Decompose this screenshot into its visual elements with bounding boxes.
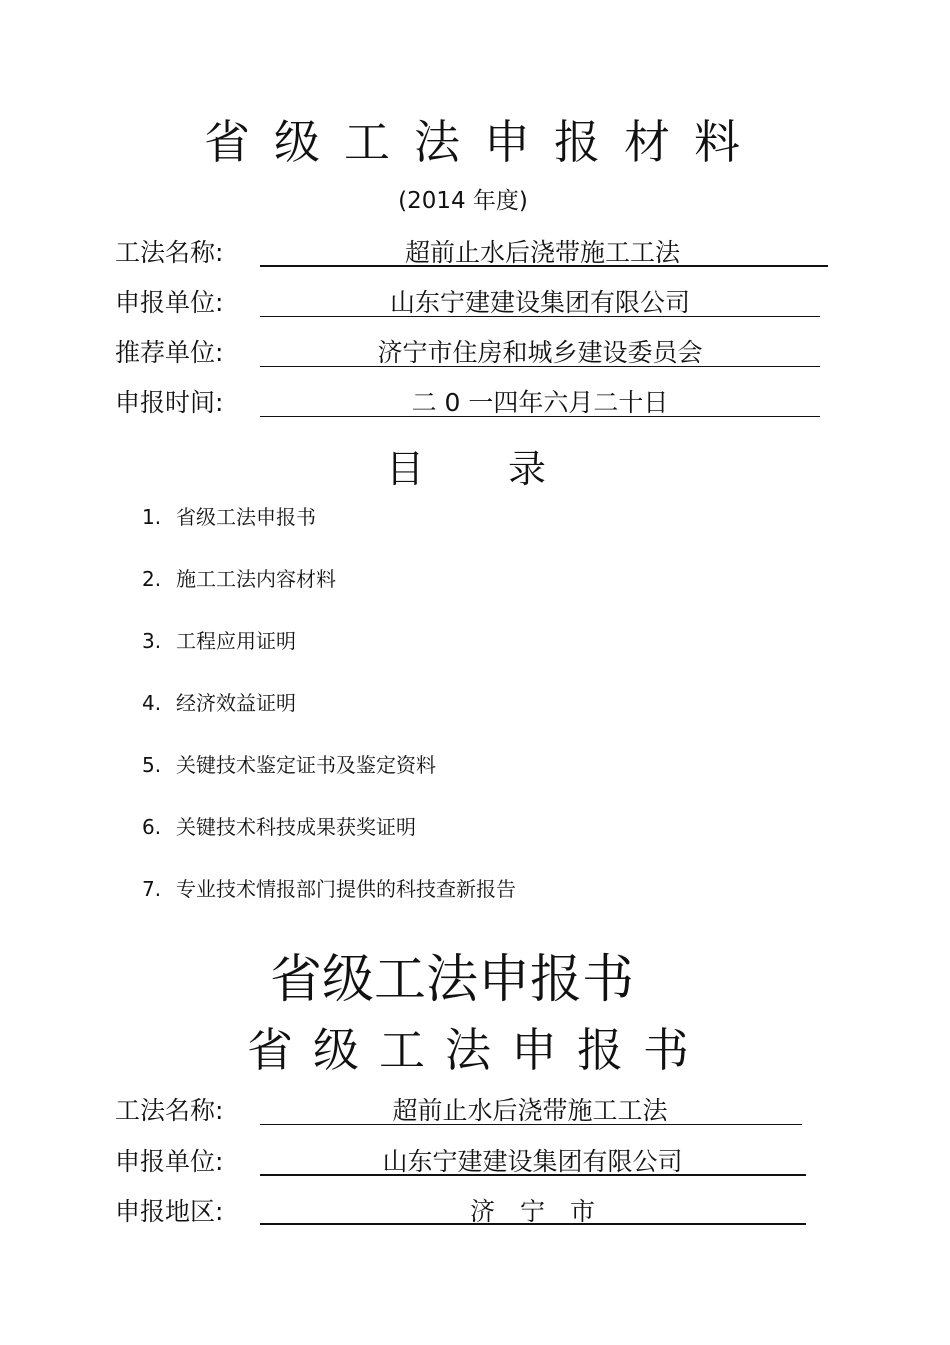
toc-title-part1: 目	[386, 447, 425, 491]
toc-item-text: 工程应用证明	[176, 629, 296, 653]
toc-item	[142, 813, 416, 841]
toc-item-number: 1.	[142, 505, 162, 529]
cover-value-date: 二 0 一四年六月二十日	[411, 388, 669, 417]
cover-value-method-name: 超前止水后浇带施工工法	[404, 238, 680, 267]
application-heading-spaced: 省级工法申报书	[247, 1023, 709, 1077]
toc-item	[142, 627, 296, 655]
toc-item-number: 2.	[142, 567, 162, 591]
application-label-region: 申报地区:	[115, 1197, 224, 1226]
toc-item-number: 4.	[142, 691, 162, 715]
toc-item-text: 关键技术鉴定证书及鉴定资料	[176, 753, 436, 777]
toc-item	[142, 565, 336, 593]
application-label-method-name: 工法名称:	[115, 1096, 224, 1125]
toc-item	[142, 503, 316, 531]
cover-underline-recommender	[260, 366, 820, 367]
cover-year: (2014 年度)	[398, 188, 528, 214]
cover-title: 省级工法申报材料	[204, 115, 764, 169]
cover-label-recommender: 推荐单位:	[115, 338, 224, 367]
application-value-region: 济 宁 市	[469, 1197, 595, 1226]
cover-value-recommender: 济宁市住房和城乡建设委员会	[377, 338, 703, 367]
cover-label-method-name: 工法名称:	[115, 238, 224, 267]
toc-item	[142, 689, 296, 717]
cover-label-date: 申报时间:	[115, 388, 224, 417]
toc-item-text: 专业技术情报部门提供的科技查新报告	[176, 877, 516, 901]
toc-item-text: 经济效益证明	[176, 691, 296, 715]
cover-underline-date	[260, 416, 820, 417]
cover-underline-method-name	[260, 265, 828, 267]
toc-title-part2: 录	[508, 447, 547, 491]
application-label-applicant: 申报单位:	[115, 1147, 224, 1176]
toc-item	[142, 751, 436, 779]
application-value-method-name: 超前止水后浇带施工工法	[392, 1096, 668, 1125]
cover-underline-applicant	[260, 316, 820, 317]
cover-label-applicant: 申报单位:	[115, 288, 224, 317]
toc-item-number: 7.	[142, 877, 162, 901]
toc-item-text: 施工工法内容材料	[176, 567, 336, 591]
application-underline-region	[260, 1223, 806, 1225]
toc-item	[142, 875, 516, 903]
cover-value-applicant: 山东宁建建设集团有限公司	[389, 288, 690, 317]
toc-item-number: 3.	[142, 629, 162, 653]
toc-item-text: 省级工法申报书	[176, 505, 316, 529]
application-heading: 省级工法申报书	[269, 950, 634, 1010]
toc-item-number: 6.	[142, 815, 162, 839]
toc-item-number: 5.	[142, 753, 162, 777]
application-underline-applicant	[260, 1174, 806, 1176]
toc-item-text: 关键技术科技成果获奖证明	[176, 815, 416, 839]
application-underline-method-name	[260, 1124, 802, 1125]
application-value-applicant: 山东宁建建设集团有限公司	[382, 1147, 683, 1176]
toc-title	[386, 446, 546, 492]
